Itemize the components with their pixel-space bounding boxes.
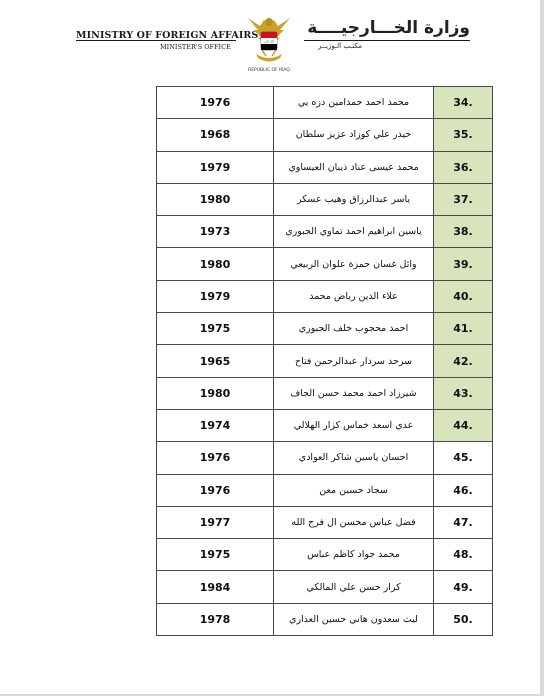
- row-number-cell: 47.: [434, 506, 493, 538]
- birth-year-cell: 1979: [157, 151, 274, 183]
- birth-year-cell: 1974: [157, 409, 274, 441]
- table-row: [157, 506, 493, 538]
- birth-year-cell: 1976: [157, 474, 274, 506]
- birth-year-cell: 1980: [157, 377, 274, 409]
- row-number-cell: 36.: [434, 151, 493, 183]
- full-name-cell: شيرزاد احمد محمد حسن الجاف: [274, 377, 434, 409]
- row-number-cell: 48.: [434, 539, 493, 571]
- row-number-cell: 34.: [434, 87, 493, 119]
- birth-year-cell: 1968: [157, 119, 274, 151]
- header-rule-left: [76, 40, 236, 41]
- table-row: [157, 87, 493, 119]
- full-name-cell: محمد عيسى عناد ذيبان العيساوي: [274, 151, 434, 183]
- names-table: [156, 86, 493, 636]
- full-name-cell: سجاد حسين معن: [274, 474, 434, 506]
- row-number-cell: 35.: [434, 119, 493, 151]
- table-row: [157, 474, 493, 506]
- full-name-cell: فضل عباس محسن ال فرج الله: [274, 506, 434, 538]
- birth-year-cell: 1984: [157, 571, 274, 603]
- ministry-title-en: MINISTRY OF FOREIGN AFFAIRS: [76, 30, 259, 41]
- header-rule-right: [304, 40, 470, 41]
- full-name-cell: محمد احمد حمدامين دزه يي: [274, 87, 434, 119]
- full-name-cell: علاء الدين رياض محمد: [274, 280, 434, 312]
- birth-year-cell: 1980: [157, 183, 274, 215]
- row-number-cell: 45.: [434, 442, 493, 474]
- table-row: [157, 151, 493, 183]
- birth-year-cell: 1976: [157, 442, 274, 474]
- row-number-cell: 39.: [434, 248, 493, 280]
- table-row: [157, 409, 493, 441]
- table-row: [157, 442, 493, 474]
- birth-year-cell: 1978: [157, 603, 274, 635]
- row-number-cell: 43.: [434, 377, 493, 409]
- table-row: [157, 539, 493, 571]
- table-row: [157, 183, 493, 215]
- birth-year-cell: 1979: [157, 280, 274, 312]
- table-row: [157, 345, 493, 377]
- row-number-cell: 44.: [434, 409, 493, 441]
- full-name-cell: ياسر عبدالرزاق وهيب عسكر: [274, 183, 434, 215]
- row-number-cell: 38.: [434, 216, 493, 248]
- birth-year-cell: 1980: [157, 248, 274, 280]
- table-row: [157, 603, 493, 635]
- row-number-cell: 49.: [434, 571, 493, 603]
- birth-year-cell: 1965: [157, 345, 274, 377]
- ministers-office-ar: مكتـب الـوزيــر: [318, 42, 362, 50]
- ministers-office-en: MINISTER'S OFFICE: [160, 43, 231, 51]
- birth-year-cell: 1975: [157, 313, 274, 345]
- birth-year-cell: 1976: [157, 87, 274, 119]
- full-name-cell: ياسين ابراهيم احمد تماوي الجبوري: [274, 216, 434, 248]
- row-number-cell: 41.: [434, 313, 493, 345]
- table-row: [157, 377, 493, 409]
- eagle-emblem-icon: [244, 10, 294, 70]
- full-name-cell: كرار حسن علي المالكي: [274, 571, 434, 603]
- row-number-cell: 50.: [434, 603, 493, 635]
- full-name-cell: محمد جواد كاظم عباس: [274, 539, 434, 571]
- emblem-caption: REPUBLIC OF IRAQ: [248, 68, 290, 73]
- row-number-cell: 42.: [434, 345, 493, 377]
- ministry-title-ar: وزارة الخـــارجيــــة: [307, 18, 470, 38]
- row-number-cell: 46.: [434, 474, 493, 506]
- full-name-cell: احسان ياسين شاكر العوادي: [274, 442, 434, 474]
- table-row: [157, 571, 493, 603]
- birth-year-cell: 1973: [157, 216, 274, 248]
- table-row: [157, 216, 493, 248]
- full-name-cell: ليث سعدون هاني حسين العذاري: [274, 603, 434, 635]
- table-row: [157, 119, 493, 151]
- birth-year-cell: 1975: [157, 539, 274, 571]
- emblem-motto: الله أكبر: [263, 39, 275, 44]
- full-name-cell: احمد محجوب خلف الجبوري: [274, 313, 434, 345]
- row-number-cell: 40.: [434, 280, 493, 312]
- row-number-cell: 37.: [434, 183, 493, 215]
- full-name-cell: حيدر علي كوزاد عزيز سلطان: [274, 119, 434, 151]
- full-name-cell: عدي اسعد خماس كزار الهلالي: [274, 409, 434, 441]
- full-name-cell: سرحد سردار عبدالرحمن فتاح: [274, 345, 434, 377]
- birth-year-cell: 1977: [157, 506, 274, 538]
- full-name-cell: وائل غسان حمزة علوان الربيعي: [274, 248, 434, 280]
- table-row: [157, 280, 493, 312]
- table-row: [157, 313, 493, 345]
- table-row: [157, 248, 493, 280]
